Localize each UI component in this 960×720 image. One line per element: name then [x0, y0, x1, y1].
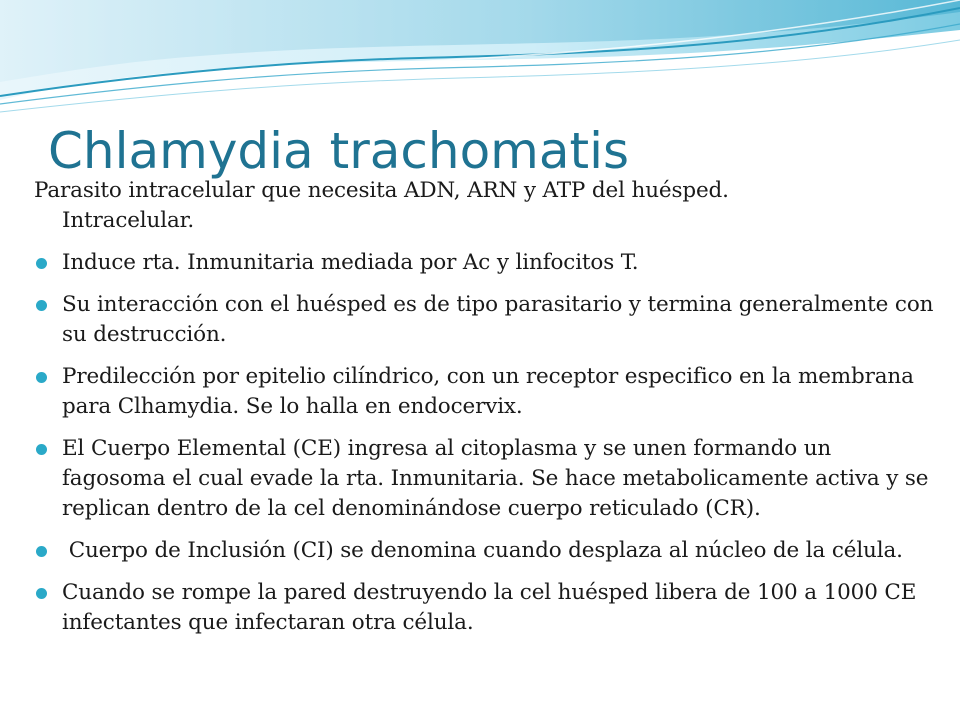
bullet-dot-icon [36, 546, 47, 557]
bullet-item [34, 434, 934, 524]
bullet-text: Cuando se rompe la pared destruyendo la cel huésped libera de 100 a 1000 CE infectantes que infectaran otra célula. [62, 580, 917, 635]
bullet-dot-icon [36, 588, 47, 599]
bullet-item [34, 362, 934, 422]
slide-title: Chlamydia trachomatis [48, 122, 630, 180]
bullet-dot-icon [36, 372, 47, 383]
slide-body [34, 176, 934, 650]
bullet-dot-icon [36, 258, 47, 269]
bullet-text: El Cuerpo Elemental (CE) ingresa al citoplasma y se unen formando un fagosoma el cual evade la rta. Inmunitaria. Se hace metabolicamente activa y se replican dentro de la cel denominándose cuerpo reticulado (CR). [62, 436, 929, 521]
bullet-dot-icon [36, 300, 47, 311]
bullet-text: Induce rta. Inmunitaria mediada por Ac y linfocitos T. [62, 250, 639, 275]
intro-line-1: Parasito intracelular que necesita ADN, ARN y ATP del huésped. [34, 178, 729, 203]
bullet-item [34, 290, 934, 350]
intro-paragraph [34, 176, 934, 236]
wave-header-decoration [0, 0, 960, 130]
bullet-item [34, 248, 934, 278]
bullet-text: Cuerpo de Inclusión (CI) se denomina cuando desplaza al núcleo de la célula. [62, 538, 903, 563]
intro-line-2: Intracelular. [62, 208, 195, 233]
bullet-item [34, 578, 934, 638]
bullet-item [34, 536, 934, 566]
bullet-dot-icon [36, 444, 47, 455]
bullet-text: Predilección por epitelio cilíndrico, con un receptor especifico en la membrana para Clhamydia. Se lo halla en endocervix. [62, 364, 914, 419]
bullet-text: Su interacción con el huésped es de tipo parasitario y termina generalmente con su destrucción. [62, 292, 934, 347]
